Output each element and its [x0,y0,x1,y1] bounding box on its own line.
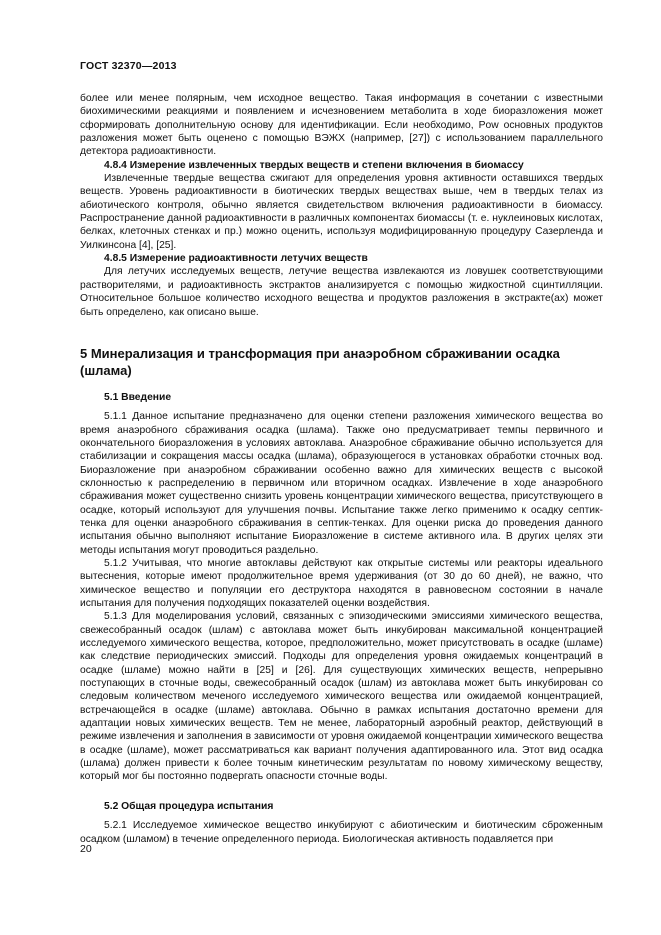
section-title-5-2: 5.2 Общая процедура испытания [104,800,274,812]
paragraph-5-1-3: 5.1.3 Для моделирования условий, связанных с эпизодическими эмиссиями химического вещества, свежесобранный осадок (шлам) с автоклава может быть инкубирован максимальной концентрацией исследуемого химического вещества, которое, предположительно, может присутствовать в осадке (шламе) как следствие периодических эмиссий. Подходы для определения уровня ожидаемых концентраций в осадке (шламе) можно найти в [25] и [26]. Для существующих химических веществ, непрерывно поступающих в сточные воды, свежесобранный осадок (шлам) из автоклава может быть инкубирован со следовым количеством меченого исследуемого химического вещества или ожидаемой концентрацией, встречающейся в осадке (шламе) автоклава. Обычно в рамках испытания достаточно времени для адаптации новых химических веществ. Тем не менее, лабораторный аэробный реактор, действующий в режиме извлечения и заполнения в зависимости от уровня ожидаемой концентрации химического вещества в осадке (шламе), может рассматриваться как вариант получения адаптированного ила. Этот вид осадка (шлама) должен привести к более точным кинетическим результатам по новому химическому веществу, который мог бы постоянно подвергать опасности сточные воды. [80,611,603,783]
paragraph-continued: более или менее полярным, чем исходное вещество. Такая информация в сочетании с известными биохимическими реакциями и появлением и исчезновением метаболита в ходе биоразложения может сформировать дополнительную основу для идентификации. Если необходимо, Pow основных продуктов разложения может быть оценено с помощью ВЭЖХ (например, [27]) с использованием параллельного детектора радиоактивности. [80,93,603,158]
paragraph-4-8-4: Извлеченные твердые вещества сжигают для определения уровня активности оставшихся твердых веществ. Уровень радиоактивности в биотических твердых веществах выше, чем в твердых телах из абиотического контроля, обычно является свидетельством включения радиоактивности в биомассу. Распространение данной радиоактивности в различных компонентах биомассы (т. е. нуклеиновых кислотах, белках, клеточных стенках и пр.) можно оценить, используя модифицированную процедуру Сазерленда и Уилкинсона [4], [25]. [80,173,603,251]
paragraph-4-8-5: Для летучих исследуемых веществ, летучие вещества извлекаются из ловушек соответствующими растворителями, и радиоактивность экстрактов анализируется с помощью жидкостной сцинтилляции. Относительное большое количество исходного вещества и продуктов разложения в экстракте(ах) может быть определено, как описано выше. [80,266,603,318]
paragraph-5-1-1: 5.1.1 Данное испытание предназначено для оценки степени разложения химического вещества во время анаэробного сбраживания осадка (шлама). Также оно предусматривает темпы первичного и окончательного биоразложения в условиях автоклава. Анаэробное сбраживание обычно используется для стабилизации и сокращения массы осадка (шлама), образующегося в установках обработки сточных вод. Биоразложение при анаэробном сбраживании особенно важно для химических веществ с высокой склонностью к распределению в первичном или вторичном осадках. Извлечение в ходе анаэробного сбраживания может существенно снизить уровень концентрации химического вещества, присутствующего в осадке, который используют для улучшения почвы. Испытание также легко применимо к осадку септик-тенка для оценки анаэробного сбраживания в септик-тенках. Для оценки риска до проведения данного испытания обычно выполняют испытание Биоразложение в системе активного ила. В других целях эти методы испытания могут проводиться раздельно. [80,411,603,556]
paragraph-5-1-2: 5.1.2 Учитывая, что многие автоклавы действуют как открытые системы или реакторы идеального вытеснения, которые имеют продолжительное время удерживания (от 30 до 60 дней), не важно, что химическое вещество и популяции его деструктора находятся в равновесном состоянии в начале испытания для получения подходящих показателей оценки воздействия. [80,557,603,609]
section-title-5: 5 Минерализация и трансформация при анаэробном сбраживании осадка (шлама) [80,345,560,378]
subsection-title-4-8-4: 4.8.4 Измерение извлеченных твердых веществ и степени включения в биомассу [104,159,524,171]
subsection-title-4-8-5: 4.8.5 Измерение радиоактивности летучих веществ [104,253,368,265]
page-body [80,92,603,846]
section-title-5-1: 5.1 Введение [104,391,172,403]
document-code: ГОСТ 32370—2013 [80,60,177,72]
paragraph-5-2-1: 5.2.1 Исследуемое химическое вещество инкубируют с абиотическим и биотическим сброженным осадком (шламом) в течение определенного периода. Биологическая активность подавляется при [80,820,603,845]
page-number: 20 [80,843,92,855]
